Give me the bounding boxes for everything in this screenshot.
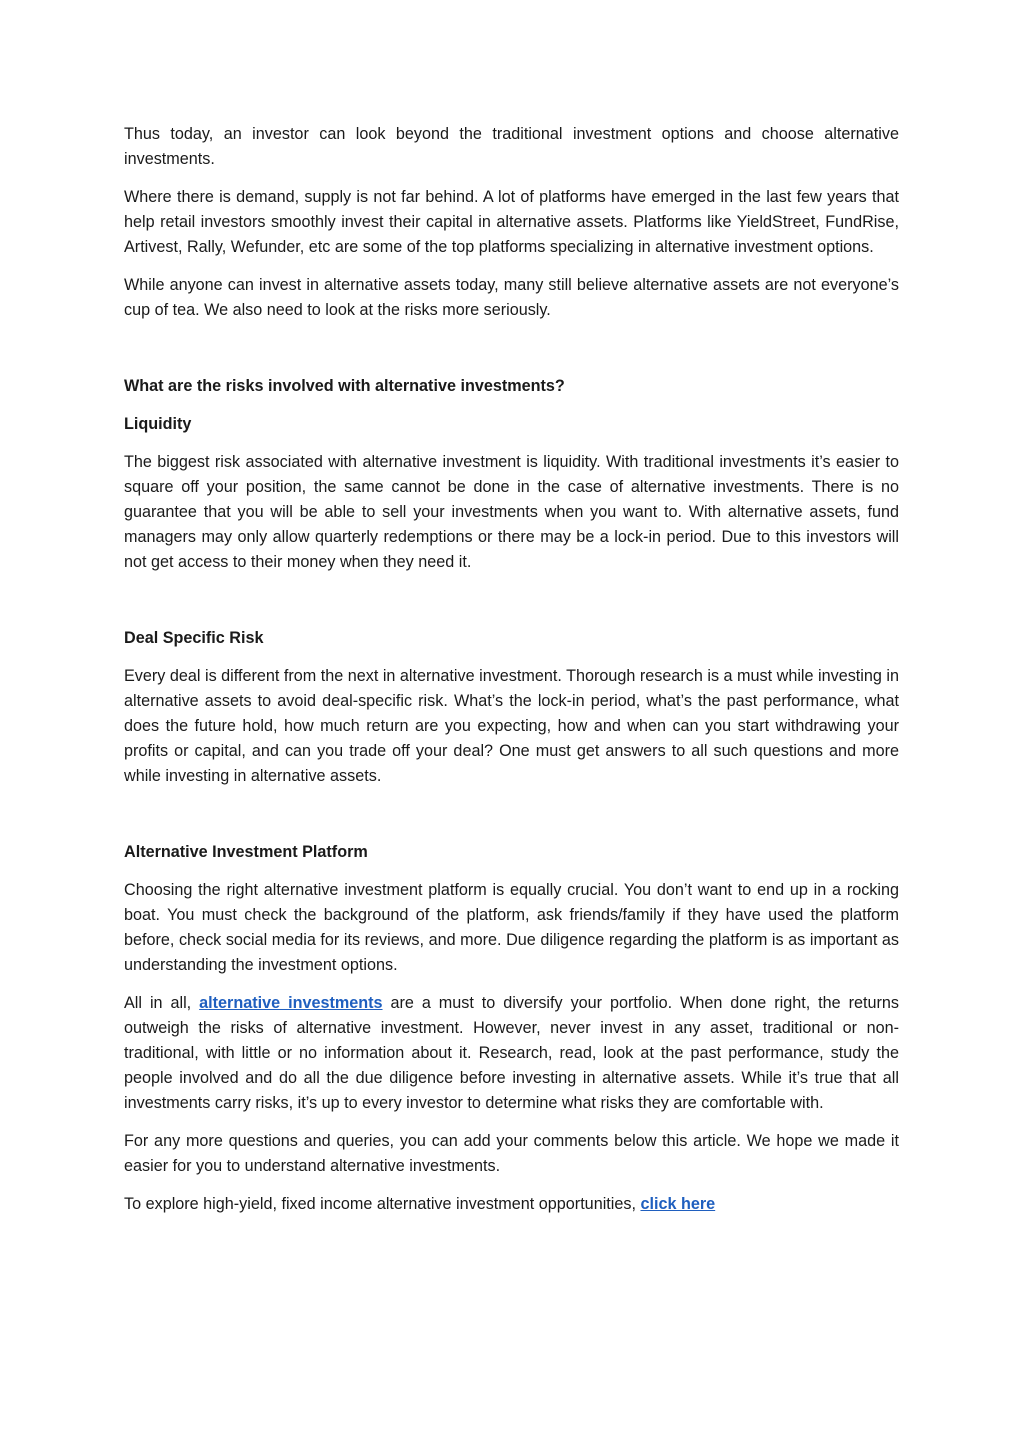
risks-heading: What are the risks involved with alternative investments? xyxy=(124,377,565,395)
deal-risk-heading: Deal Specific Risk xyxy=(124,629,264,647)
conclusion-rest: are a must to diversify your portfolio. When done right, the returns outweigh the risks of alternative investment. However, never invest in any asset, traditional or non-traditional, with little or no information about it. Research, read, look at the past performance, study the people involved and do all the due diligence before investing in alternative assets. While it’s true that all investments carry risks, it’s up to every investor to determine what risks they are comfortable with. xyxy=(124,994,900,1112)
section-spacer xyxy=(124,802,899,840)
intro-paragraph-3: While anyone can invest in alternative assets today, many still believe alternative assets are not everyone’s cup of tea. We also need to look at the risks more seriously. xyxy=(124,276,899,319)
liquidity-heading: Liquidity xyxy=(124,415,192,433)
intro-paragraph-2: Where there is demand, supply is not far behind. A lot of platforms have emerged in the last few years that help retail investors smoothly invest their capital in alternative assets. Platforms like YieldStreet, FundRise, Artivest, Rally, Wefunder, etc are some of the top platforms specializing in alternative investment options. xyxy=(124,188,899,256)
alternative-investments-link[interactable]: alternative investments xyxy=(199,994,383,1012)
platform-paragraph: Choosing the right alternative investment platform is equally crucial. You don’t want to end up in a rocking boat. You must check the background of the platform, ask friends/family if they have used the platform before, check social media for its reviews, and more. Due diligence regarding the platform is as important as understanding the investment options. xyxy=(124,881,899,974)
comments-paragraph: For any more questions and queries, you can add your comments below this article. We hope we made it easier for you to understand alternative investments. xyxy=(124,1132,899,1175)
deal-risk-paragraph: Every deal is different from the next in alternative investment. Thorough research is a must while investing in alternative assets to avoid deal-specific risk. What’s the lock-in period, what’s the past performance, what does the future hold, how much return are you expecting, how and when can you start withdrawing your profits or capital, and can you trade off your deal? One must get answers to all such questions and more while investing in alternative assets. xyxy=(124,667,899,785)
click-here-link[interactable]: click here xyxy=(640,1195,716,1213)
document-page xyxy=(124,122,899,1230)
section-spacer xyxy=(124,588,899,626)
conclusion-paragraph xyxy=(124,991,899,1116)
explore-paragraph xyxy=(124,1192,899,1217)
liquidity-paragraph: The biggest risk associated with alternative investment is liquidity. With traditional investments it’s easier to square off your position, the same cannot be done in the case of alternative investments. There is no guarantee that you will be able to sell your investments when you want to. With alternative assets, fund managers may only allow quarterly redemptions or there may be a lock-in period. Due to this investors will not get access to their money when they need it. xyxy=(124,453,899,571)
conclusion-lead: All in all, xyxy=(124,994,200,1012)
explore-text: To explore high-yield, fixed income alternative investment opportunities, xyxy=(124,1195,641,1213)
intro-paragraph-1: Thus today, an investor can look beyond the traditional investment options and choose alternative investments. xyxy=(124,125,899,168)
platform-heading: Alternative Investment Platform xyxy=(124,843,368,861)
section-spacer xyxy=(124,336,899,374)
